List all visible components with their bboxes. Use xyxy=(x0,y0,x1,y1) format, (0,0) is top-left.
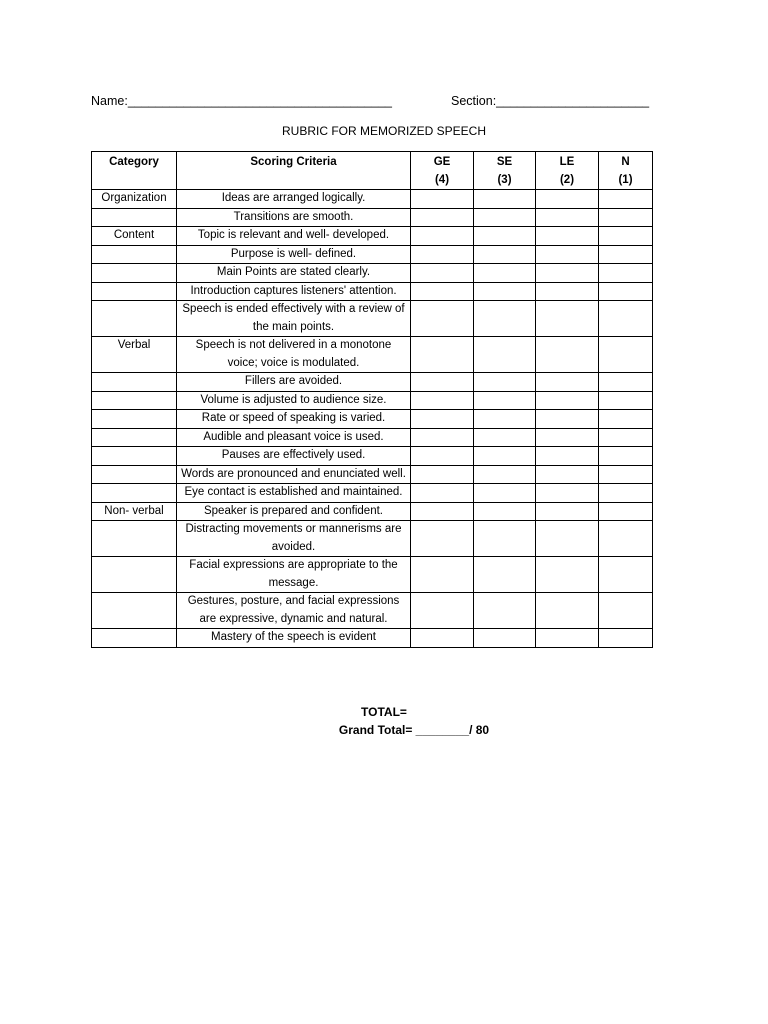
score-se-cell[interactable] xyxy=(474,301,536,337)
score-n-cell[interactable] xyxy=(599,190,653,209)
name-field-line[interactable]: Name:______________________________________ xyxy=(91,94,392,108)
criteria-cell: Pauses are effectively used. xyxy=(177,447,411,466)
score-n-cell[interactable] xyxy=(599,208,653,227)
category-cell xyxy=(92,447,177,466)
score-le-cell[interactable] xyxy=(536,190,599,209)
score-se-cell[interactable] xyxy=(474,373,536,392)
score-le-cell[interactable] xyxy=(536,245,599,264)
table-row xyxy=(92,264,653,283)
category-cell xyxy=(92,282,177,301)
score-n-cell[interactable] xyxy=(599,410,653,429)
score-le-cell[interactable] xyxy=(536,593,599,629)
category-cell: Organization xyxy=(92,190,177,209)
criteria-cell: Fillers are avoided. xyxy=(177,373,411,392)
section-field-line[interactable]: Section:______________________ xyxy=(451,94,650,108)
document-title: RUBRIC FOR MEMORIZED SPEECH xyxy=(281,124,486,138)
category-cell xyxy=(92,629,177,648)
score-le-cell[interactable] xyxy=(536,557,599,593)
score-ge-cell[interactable] xyxy=(411,502,474,521)
score-se-cell[interactable] xyxy=(474,465,536,484)
column-points: (1) xyxy=(618,174,633,186)
criteria-cell: Ideas are arranged logically. xyxy=(177,190,411,209)
column-points: (2) xyxy=(559,174,575,186)
criteria-cell: Introduction captures listeners' attention. xyxy=(177,282,411,301)
criteria-cell: Transitions are smooth. xyxy=(177,208,411,227)
criteria-cell: Rate or speed of speaking is varied. xyxy=(177,410,411,429)
score-le-cell[interactable] xyxy=(536,629,599,648)
table-row xyxy=(92,557,653,593)
table-row xyxy=(92,391,653,410)
total-label: TOTAL= xyxy=(361,705,407,719)
score-ge-cell[interactable] xyxy=(411,593,474,629)
score-ge-cell[interactable] xyxy=(411,465,474,484)
table-row xyxy=(92,190,653,209)
score-ge-cell[interactable] xyxy=(411,208,474,227)
score-n-cell[interactable] xyxy=(599,282,653,301)
score-ge-cell[interactable] xyxy=(411,227,474,246)
criteria-cell: Words are pronounced and enunciated well. xyxy=(177,465,411,484)
score-se-cell[interactable] xyxy=(474,447,536,466)
category-cell: Verbal xyxy=(92,337,177,373)
score-ge-cell[interactable] xyxy=(411,521,474,557)
score-n-cell[interactable] xyxy=(599,502,653,521)
criteria-cell: Mastery of the speech is evident xyxy=(177,629,411,648)
column-label: Scoring Criteria xyxy=(250,156,337,168)
score-le-cell[interactable] xyxy=(536,502,599,521)
score-se-cell[interactable] xyxy=(474,629,536,648)
header-se xyxy=(474,152,536,190)
score-le-cell[interactable] xyxy=(536,227,599,246)
grand-total-label: Grand Total= ________/ 80 xyxy=(338,723,490,737)
score-le-cell[interactable] xyxy=(536,301,599,337)
score-se-cell[interactable] xyxy=(474,245,536,264)
criteria-cell: Facial expressions are appropriate to the message. xyxy=(177,557,411,593)
column-label: GE xyxy=(433,156,451,168)
score-ge-cell[interactable] xyxy=(411,264,474,283)
score-n-cell[interactable] xyxy=(599,264,653,283)
score-n-cell[interactable] xyxy=(599,301,653,337)
score-ge-cell[interactable] xyxy=(411,391,474,410)
criteria-cell: Main Points are stated clearly. xyxy=(177,264,411,283)
category-cell: Non- verbal xyxy=(92,502,177,521)
criteria-cell: Audible and pleasant voice is used. xyxy=(177,428,411,447)
table-row xyxy=(92,282,653,301)
score-ge-cell[interactable] xyxy=(411,282,474,301)
header-category xyxy=(92,152,177,190)
table-row xyxy=(92,245,653,264)
score-ge-cell[interactable] xyxy=(411,190,474,209)
score-ge-cell[interactable] xyxy=(411,410,474,429)
score-se-cell[interactable] xyxy=(474,557,536,593)
category-cell xyxy=(92,410,177,429)
score-le-cell[interactable] xyxy=(536,447,599,466)
category-cell xyxy=(92,428,177,447)
score-le-cell[interactable] xyxy=(536,410,599,429)
score-se-cell[interactable] xyxy=(474,521,536,557)
column-label: N xyxy=(621,156,630,168)
score-le-cell[interactable] xyxy=(536,282,599,301)
score-le-cell[interactable] xyxy=(536,391,599,410)
score-n-cell[interactable] xyxy=(599,593,653,629)
category-cell xyxy=(92,391,177,410)
score-le-cell[interactable] xyxy=(536,337,599,373)
table-header-row xyxy=(92,152,653,190)
score-ge-cell[interactable] xyxy=(411,447,474,466)
score-ge-cell[interactable] xyxy=(411,629,474,648)
category-cell xyxy=(92,373,177,392)
score-n-cell[interactable] xyxy=(599,428,653,447)
column-points: (3) xyxy=(497,174,512,186)
column-label: Category xyxy=(109,156,159,168)
header-le xyxy=(536,152,599,190)
table-row xyxy=(92,337,653,373)
rubric-body xyxy=(92,190,653,648)
category-cell: Content xyxy=(92,227,177,246)
header-n xyxy=(599,152,653,190)
table-row xyxy=(92,410,653,429)
table-row xyxy=(92,484,653,503)
score-n-cell[interactable] xyxy=(599,391,653,410)
table-row xyxy=(92,521,653,557)
category-cell xyxy=(92,264,177,283)
score-se-cell[interactable] xyxy=(474,484,536,503)
score-se-cell[interactable] xyxy=(474,264,536,283)
score-se-cell[interactable] xyxy=(474,593,536,629)
score-le-cell[interactable] xyxy=(536,373,599,392)
score-n-cell[interactable] xyxy=(599,465,653,484)
table-row xyxy=(92,208,653,227)
table-row xyxy=(92,593,653,629)
category-cell xyxy=(92,484,177,503)
score-le-cell[interactable] xyxy=(536,264,599,283)
criteria-cell: Purpose is well- defined. xyxy=(177,245,411,264)
table-row xyxy=(92,373,653,392)
score-se-cell[interactable] xyxy=(474,428,536,447)
category-cell xyxy=(92,465,177,484)
score-ge-cell[interactable] xyxy=(411,428,474,447)
score-se-cell[interactable] xyxy=(474,410,536,429)
column-points: (4) xyxy=(434,174,450,186)
criteria-cell: Speech is ended effectively with a review of the main points. xyxy=(177,301,411,337)
category-cell xyxy=(92,301,177,337)
score-le-cell[interactable] xyxy=(536,521,599,557)
score-n-cell[interactable] xyxy=(599,227,653,246)
category-cell xyxy=(92,521,177,557)
score-le-cell[interactable] xyxy=(536,484,599,503)
category-cell xyxy=(92,593,177,629)
header-ge xyxy=(411,152,474,190)
score-le-cell[interactable] xyxy=(536,465,599,484)
column-label: SE xyxy=(496,156,513,168)
score-n-cell[interactable] xyxy=(599,245,653,264)
score-le-cell[interactable] xyxy=(536,208,599,227)
table-row xyxy=(92,465,653,484)
score-se-cell[interactable] xyxy=(474,391,536,410)
score-ge-cell[interactable] xyxy=(411,301,474,337)
score-n-cell[interactable] xyxy=(599,557,653,593)
score-le-cell[interactable] xyxy=(536,428,599,447)
score-ge-cell[interactable] xyxy=(411,337,474,373)
criteria-cell: Speaker is prepared and confident. xyxy=(177,502,411,521)
category-cell xyxy=(92,245,177,264)
score-se-cell[interactable] xyxy=(474,190,536,209)
rubric-table xyxy=(91,151,653,648)
category-cell xyxy=(92,557,177,593)
header-scoring-criteria xyxy=(177,152,411,190)
score-se-cell[interactable] xyxy=(474,208,536,227)
score-ge-cell[interactable] xyxy=(411,245,474,264)
table-row xyxy=(92,502,653,521)
score-ge-cell[interactable] xyxy=(411,484,474,503)
criteria-cell: Distracting movements or mannerisms are avoided. xyxy=(177,521,411,557)
table-row xyxy=(92,447,653,466)
score-n-cell[interactable] xyxy=(599,521,653,557)
table-row xyxy=(92,227,653,246)
criteria-cell: Speech is not delivered in a monotone voice; voice is modulated. xyxy=(177,337,411,373)
score-n-cell[interactable] xyxy=(599,484,653,503)
score-se-cell[interactable] xyxy=(474,502,536,521)
table-row xyxy=(92,301,653,337)
table-row xyxy=(92,629,653,648)
criteria-cell: Eye contact is established and maintained. xyxy=(177,484,411,503)
score-n-cell[interactable] xyxy=(599,373,653,392)
score-n-cell[interactable] xyxy=(599,629,653,648)
score-se-cell[interactable] xyxy=(474,337,536,373)
criteria-cell: Gestures, posture, and facial expressions are expressive, dynamic and natural. xyxy=(177,593,411,629)
score-ge-cell[interactable] xyxy=(411,373,474,392)
score-n-cell[interactable] xyxy=(599,337,653,373)
score-se-cell[interactable] xyxy=(474,227,536,246)
score-ge-cell[interactable] xyxy=(411,557,474,593)
table-row xyxy=(92,428,653,447)
category-cell xyxy=(92,208,177,227)
criteria-cell: Topic is relevant and well- developed. xyxy=(177,227,411,246)
score-se-cell[interactable] xyxy=(474,282,536,301)
column-label: LE xyxy=(559,156,575,168)
score-n-cell[interactable] xyxy=(599,447,653,466)
criteria-cell: Volume is adjusted to audience size. xyxy=(177,391,411,410)
